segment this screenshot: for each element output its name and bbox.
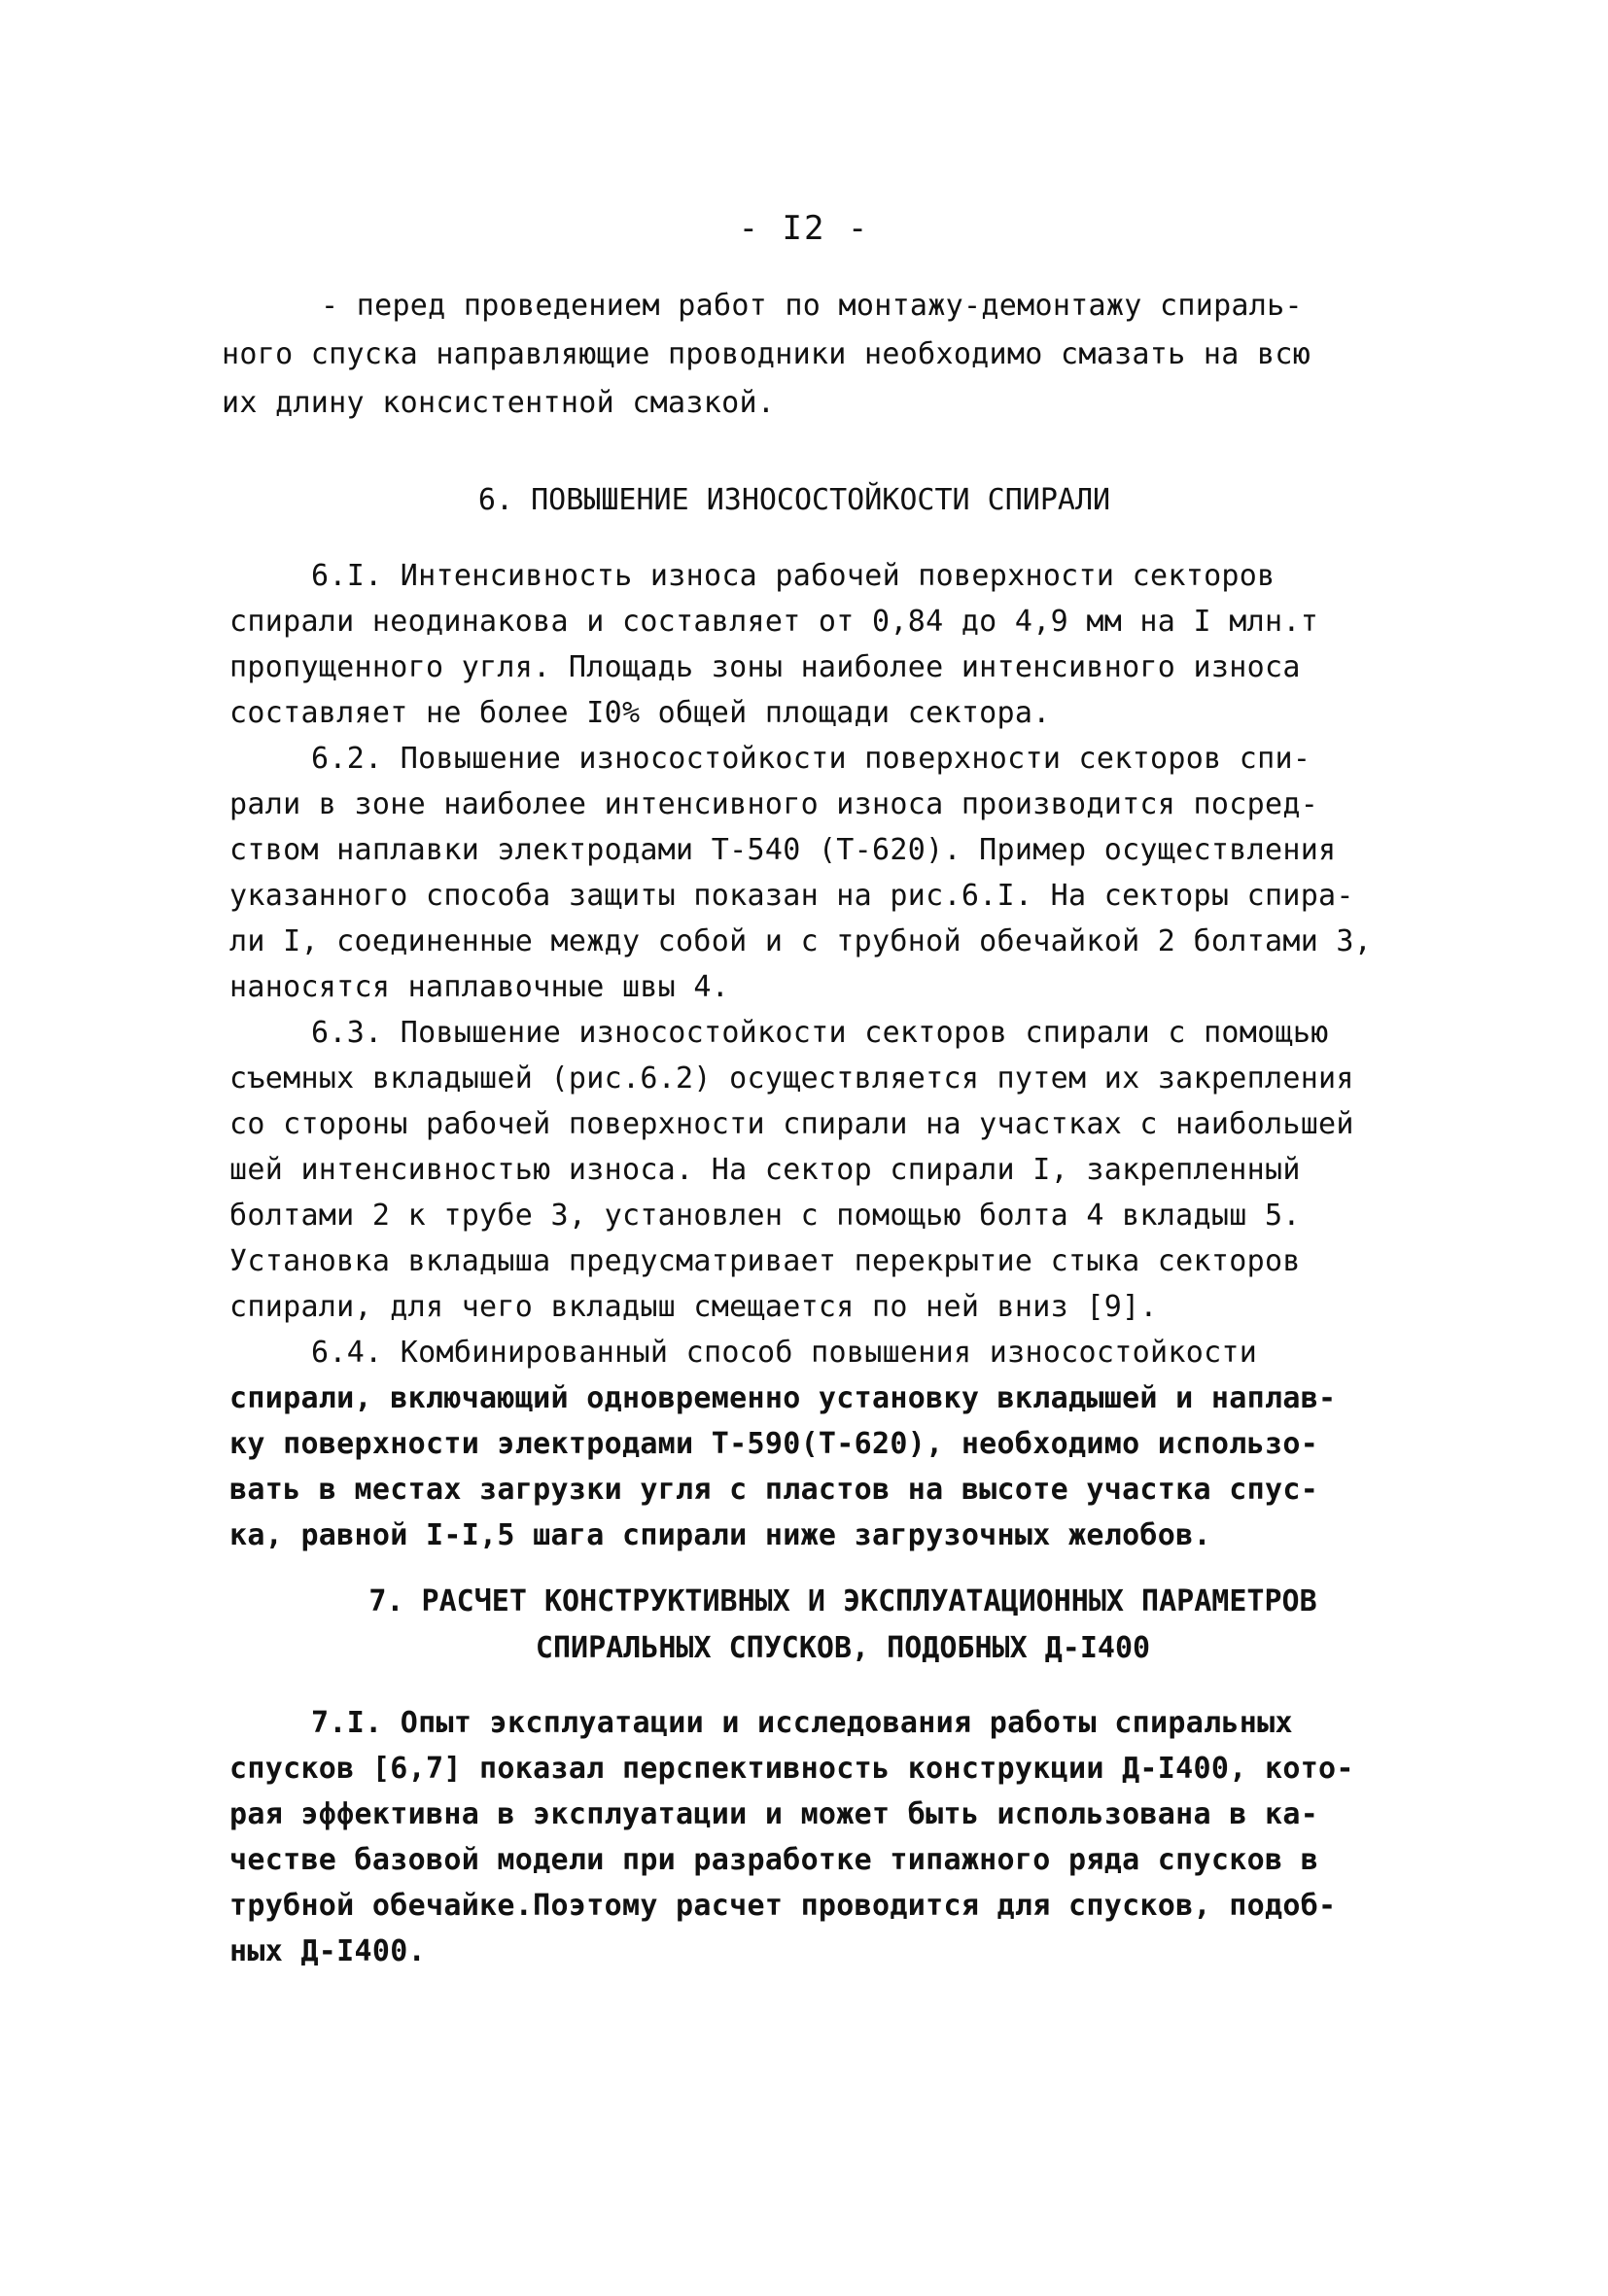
s6-p3-line-7: спирали, для чего вкладыш смещается по ней вниз [9]. [229, 1290, 1158, 1324]
s6-p4-line-1: 6.4. Комбинированный способ повышения износостойкости [311, 1336, 1258, 1370]
s6-p3-line-4: шей интенсивностью износа. На сектор спирали I, закрепленный [229, 1153, 1301, 1187]
intro-line-2: ного спуска направляющие проводники необходимо смазать на всю [222, 337, 1311, 371]
s6-p3-line-5: болтами 2 к трубе 3, установлен с помощью болта 4 вкладыш 5. [229, 1199, 1301, 1233]
s6-p3-line-1: 6.3. Повышение износостойкости секторов спирали с помощью [311, 1016, 1329, 1050]
s6-p4-line-5: ка, равной I-I,5 шага спирали ниже загрузочных желобов. [229, 1518, 1211, 1552]
s6-p2-line-1: 6.2. Повышение износостойкости поверхности секторов спи- [311, 742, 1311, 776]
s7-p1-line-4: честве базовой модели при разработке типажного ряда спусков в [229, 1843, 1319, 1877]
s6-p4-line-4: вать в местах загрузки угля с пластов на высоте участка спус- [229, 1473, 1319, 1507]
intro-line-3: их длину консистентной смазкой. [222, 386, 776, 420]
section7-title-line-2: СПИРАЛЬНЫХ СПУСКОВ, ПОДОБНЫХ Д-I400 [535, 1631, 1151, 1665]
s6-p2-line-5: ли I, соединенные между собой и с трубной обечайкой 2 болтами 3, [229, 924, 1373, 958]
s6-p4-line-3: ку поверхности электродами Т-590(Т-620), необходимо использо- [229, 1427, 1319, 1461]
s7-p1-line-1: 7.I. Опыт эксплуатации и исследования работы спиральных [311, 1706, 1293, 1740]
s6-p1-line-3: пропущенного угля. Площадь зоны наиболее интенсивного износа [229, 650, 1301, 684]
s7-p1-line-2: спусков [6,7] показал перспективность конструкции Д-I400, кото- [229, 1752, 1354, 1786]
s7-p1-line-6: ных Д-I400. [229, 1934, 426, 1968]
s7-p1-line-3: рая эффективна в эксплуатации и может быть использована в ка- [229, 1797, 1319, 1831]
s6-p1-line-2: спирали неодинакова и составляет от 0,84 до 4,9 мм на I млн.т [229, 605, 1319, 639]
section6-title: 6. ПОВЫШЕНИЕ ИЗНОСОСТОЙКОСТИ СПИРАЛИ [477, 483, 1111, 517]
s6-p2-line-6: наносятся наплавочные швы 4. [229, 970, 730, 1004]
page-number: - I2 - [738, 209, 870, 248]
s6-p2-line-2: рали в зоне наиболее интенсивного износа производится посред- [229, 787, 1319, 821]
s6-p4-line-2: спирали, включающий одновременно установку вкладышей и наплав- [229, 1381, 1337, 1415]
s6-p3-line-6: Установка вкладыша предусматривает перекрытие стыка секторов [229, 1244, 1301, 1278]
s6-p2-line-4: указанного способа защиты показан на рис.6.I. На секторы спира- [229, 879, 1354, 913]
intro-line-1: - перед проведением работ по монтажу-демонтажу спираль- [321, 289, 1303, 323]
s6-p3-line-3: со стороны рабочей поверхности спирали на участках с наибольшей [229, 1107, 1354, 1141]
section7-title-line-1: 7. РАСЧЕТ КОНСТРУКТИВНЫХ И ЭКСПЛУАТАЦИОННЫХ ПАРАМЕТРОВ [368, 1584, 1317, 1618]
s6-p1-line-1: 6.I. Интенсивность износа рабочей поверхности секторов [311, 559, 1276, 593]
s6-p2-line-3: ством наплавки электродами Т-540 (Т-620). Пример осуществления [229, 833, 1337, 867]
s6-p1-line-4: составляет не более I0% общей площади сектора. [229, 696, 1051, 730]
s6-p3-line-2: съемных вкладышей (рис.6.2) осуществляется путем их закрепления [229, 1061, 1354, 1096]
s7-p1-line-5: трубной обечайке.Поэтому расчет проводится для спусков, подоб- [229, 1889, 1337, 1923]
